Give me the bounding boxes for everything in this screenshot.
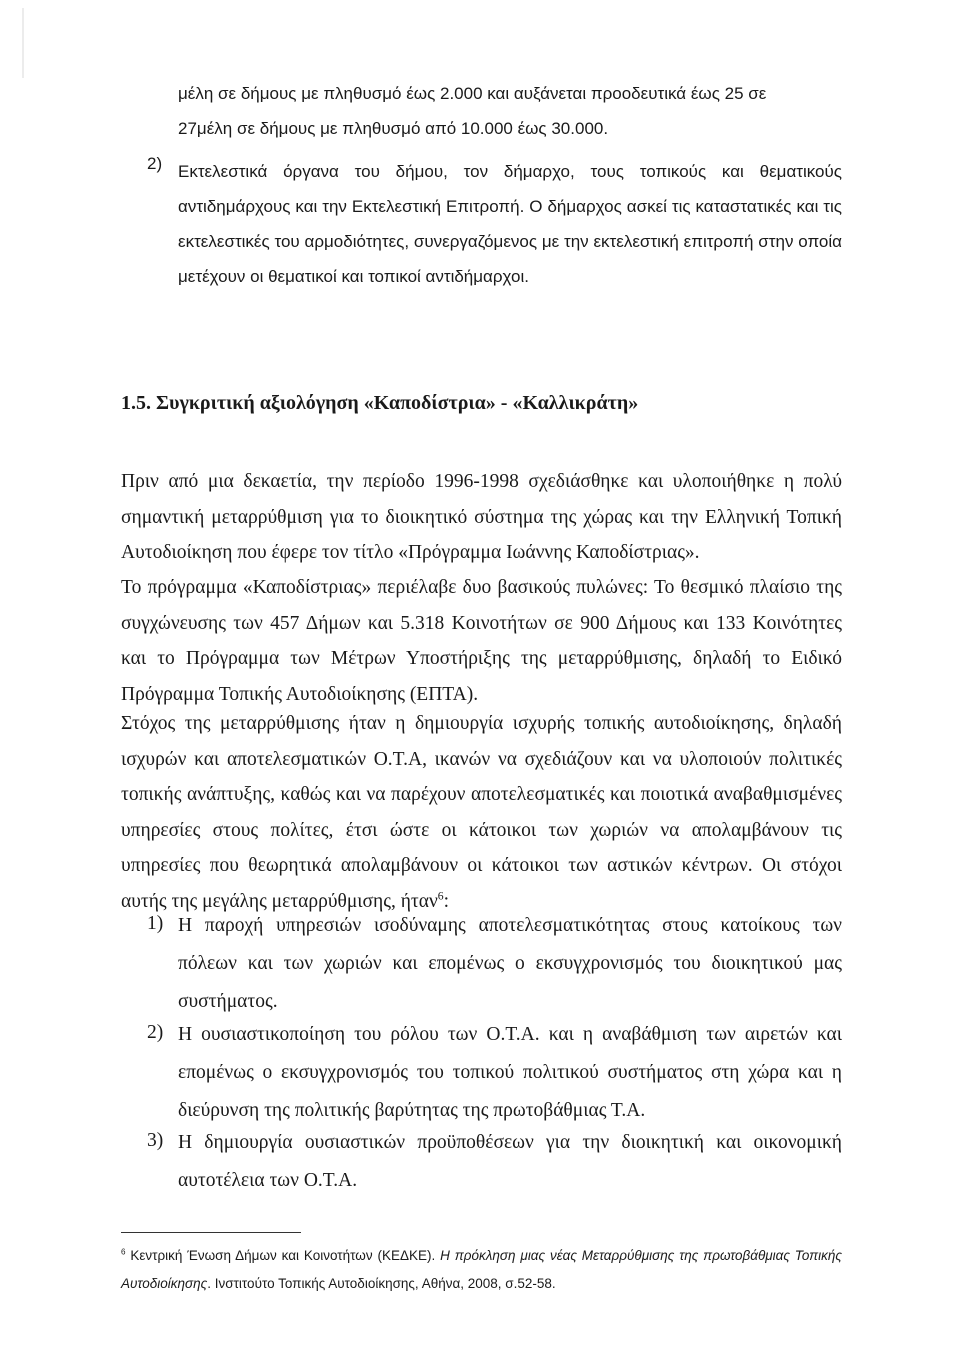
footnote	[121, 1242, 842, 1298]
goal-number: 3)	[147, 1130, 164, 1151]
list-text: Εκτελεστικά όργανα του δήμου, τον δήμαρχο, τους τοπικούς και θεματικούς αντιδημάρχους και την Εκτελεστική Επιτροπή. Ο δήμαρχος ασκεί τις καταστατικές και τις εκτελεστικές του αρμοδιότητες, συνεργαζόμενος με την εκτελεστική επιτροπή στην οποία μετέχουν οι θεματικοί και τοπικοί αντιδήμαρχοι.	[178, 162, 842, 286]
footnote-number: 6	[121, 1247, 126, 1257]
footnote-tail: . Ινστιτούτο Τοπικής Αυτοδιοίκησης, Αθήνα, 2008, σ.52-58.	[207, 1276, 556, 1291]
goal-number: 1)	[147, 913, 164, 934]
list-number: 2)	[147, 154, 163, 173]
continuation-line-2: 27μέλη σε δήμους με πληθυσμό από 10.000 έως 30.000.	[178, 119, 609, 138]
section-heading: 1.5. Συγκριτική αξιολόγηση «Καποδίστρια» - «Καλλικράτη»	[121, 392, 639, 414]
paragraph-3	[121, 706, 842, 919]
goal-text: Η δημιουργία ουσιαστικών προϋποθέσεων για την διοικητική και οικονομική αυτοτέλεια των Ο.Τ.Α.	[178, 1132, 842, 1191]
goal-text: Η παροχή υπηρεσιών ισοδύναμης αποτελεσματικότητας στους κατοίκους των πόλεων και των χωριών και επομένως ο εκσυγχρονισμός του διοικητικού μας συστήματος.	[178, 915, 842, 1012]
scan-margin-mark	[22, 8, 24, 78]
goal-number: 2)	[147, 1022, 164, 1043]
paragraph-3-end: :	[443, 890, 450, 912]
continuation-line-1: μέλη σε δήμους με πληθυσμό έως 2.000 και αυξάνεται προοδευτικά έως 25 σε	[178, 84, 767, 103]
footnote-divider	[121, 1232, 301, 1233]
paragraph-2: Το πρόγραμμα «Καποδίστριας» περιέλαβε δυο βασικούς πυλώνες: Το θεσμικό πλαίσιο της συγχώνευσης των 457 Δήμων και 5.318 Κοινοτήτων σε 900 Δήμους και 133 Κοινότητες και το Πρόγραμμα των Μέτρων Υποστήριξης της μεταρρύθμισης, δηλαδή το Ειδικό Πρόγραμμα Τοπικής Αυτοδιοίκησης (ΕΠΤΑ).	[121, 577, 842, 705]
footnote-title: Η πρόκληση μιας νέας Μεταρρύθμισης της πρωτοβάθμιας Τοπικής Αυτοδιοίκησης	[121, 1248, 842, 1291]
footnote-lead: Κεντρική Ένωση Δήμων και Κοινοτήτων (ΚΕΔΚΕ).	[125, 1248, 441, 1263]
paragraph-1: Πριν από μια δεκαετία, την περίοδο 1996-1998 σχεδιάσθηκε και υλοποιήθηκε η πολύ σημαντική μεταρρύθμιση για το διοικητικό σύστημα της χώρας και την Ελληνική Τοπική Αυτοδιοίκηση που έφερε τον τίτλο «Πρόγραμμα Ιωάννης Καποδίστριας».	[121, 471, 842, 563]
goal-text: Η ουσιαστικοποίηση του ρόλου των Ο.Τ.Α. και η αναβάθμιση των αιρετών και επομένως ο εκσυγχρονισμός του τοπικού πολιτικού συστήματος στη χώρα και η διεύρυνση της πολιτικής βαρύτητας της πρωτοβάθμιας Τ.Α.	[178, 1024, 842, 1121]
paragraph-3-text: Στόχος της μεταρρύθμισης ήταν η δημιουργία ισχυρής τοπικής αυτοδιοίκησης, δηλαδή ισχυρών και αποτελεσματικών Ο.Τ.Α, ικανών να σχεδιάζουν και να υλοποιούν πολιτικές τοπικής ανάπτυξης, καθώς και να παρέχουν αποτελεσματικές και ποιοτικά αναβαθμισμένες υπηρεσίες στους πολίτες, έτσι ώστε οι κάτοικοι των χωριών να απολαμβάνουν τις υπηρεσίες που θεωρητικά απολαμβάνουν οι κάτοικοι των αστικών κέντρων. Οι στόχοι αυτής της μεγάλης μεταρρύθμισης, ήταν	[121, 713, 842, 912]
footnote-ref[interactable]: 6	[437, 889, 444, 902]
